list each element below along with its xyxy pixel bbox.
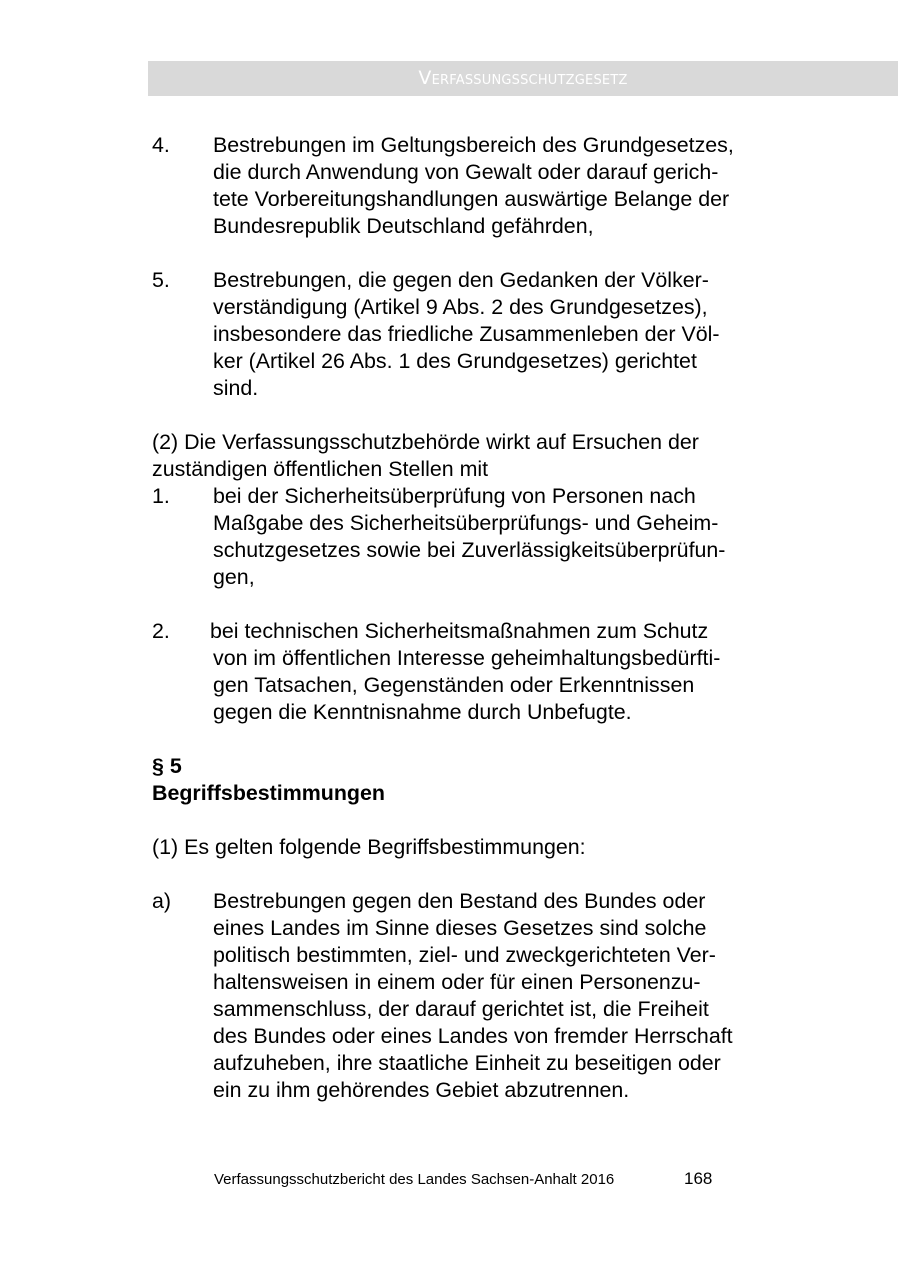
list-item-line: ker (Artikel 26 Abs. 1 des Grundgesetzes) gerichtet: [213, 349, 697, 373]
list-item-number: 2.: [152, 619, 170, 643]
list-item-number: 1.: [152, 484, 170, 508]
list-item-line: politisch bestimmten, ziel- und zweckgerichteten Ver-: [213, 943, 716, 967]
spacer: [152, 240, 802, 267]
page-number: 168: [684, 1169, 713, 1188]
list-item-line: sind.: [213, 376, 259, 400]
list-item: [152, 618, 802, 726]
spacer: [152, 402, 802, 429]
list-item: [152, 888, 802, 1104]
paragraph-2: [152, 429, 802, 483]
spacer: [152, 861, 802, 888]
section-title: Begriffsbestimmungen: [152, 781, 385, 805]
list-item-line: schutzgesetzes sowie bei Zuverlässigkeitsüberprüfun-: [213, 538, 726, 562]
list-item-line: gen Tatsachen, Gegenständen oder Erkenntnissen: [213, 673, 695, 697]
list-item-line: tete Vorbereitungshandlungen auswärtige Belange der: [213, 187, 730, 211]
list-item-line: bei technischen Sicherheitsmaßnahmen zum Schutz: [210, 619, 709, 643]
list-item-line: ein zu ihm gehörendes Gebiet abzutrennen.: [213, 1078, 630, 1102]
running-header-title: Verfassungsschutzgesetz: [418, 67, 628, 89]
list-item-line: verständigung (Artikel 9 Abs. 2 des Grundgesetzes),: [213, 295, 708, 319]
list-item-line: gen,: [213, 565, 255, 589]
list-item-line: sammenschluss, der darauf gerichtet ist, die Freiheit: [213, 997, 709, 1021]
page-body: [152, 132, 802, 1104]
section-number: § 5: [152, 754, 182, 778]
list-item-line: des Bundes oder eines Landes von fremder Herrschaft: [213, 1024, 733, 1048]
list-item-line: die durch Anwendung von Gewalt oder darauf gerich-: [213, 160, 719, 184]
footer-text: Verfassungsschutzbericht des Landes Sachsen-Anhalt 2016: [214, 1171, 615, 1188]
list-item-line: Maßgabe des Sicherheitsüberprüfungs- und Geheim-: [213, 511, 719, 535]
list-item-line: von im öffentlichen Interesse geheimhaltungsbedürfti-: [213, 646, 721, 670]
paragraph-3: (1) Es gelten folgende Begriffsbestimmungen:: [152, 835, 586, 859]
spacer: [152, 591, 802, 618]
list-item-line: bei der Sicherheitsüberprüfung von Personen nach: [213, 484, 696, 508]
spacer: [152, 807, 802, 834]
list-item-line: eines Landes im Sinne dieses Gesetzes sind solche: [213, 916, 707, 940]
list-item-number: 4.: [152, 133, 170, 157]
list-item: [152, 267, 802, 402]
list-item-line: insbesondere das friedliche Zusammenleben der Völ-: [213, 322, 720, 346]
list-item: [152, 132, 802, 240]
paragraph-line: (2) Die Verfassungsschutzbehörde wirkt auf Ersuchen der: [152, 430, 699, 454]
list-item-line: gegen die Kenntnisnahme durch Unbefugte.: [213, 700, 632, 724]
list-item-number: 5.: [152, 268, 170, 292]
paragraph-line: zuständigen öffentlichen Stellen mit: [152, 457, 489, 481]
list-item-line: haltensweisen in einem oder für einen Personenzu-: [213, 970, 701, 994]
list-item-line: Bestrebungen im Geltungsbereich des Grundgesetzes,: [213, 133, 734, 157]
list-item-line: Bestrebungen gegen den Bestand des Bundes oder: [213, 889, 706, 913]
list-item-line: Bundesrepublik Deutschland gefährden,: [213, 214, 594, 238]
list-item-number: a): [152, 889, 172, 913]
list-item: [152, 483, 802, 591]
list-item-line: aufzuheben, ihre staatliche Einheit zu beseitigen oder: [213, 1051, 721, 1075]
list-item-line: Bestrebungen, die gegen den Gedanken der Völker-: [213, 268, 709, 292]
spacer: [152, 726, 802, 753]
running-header: [148, 61, 898, 96]
